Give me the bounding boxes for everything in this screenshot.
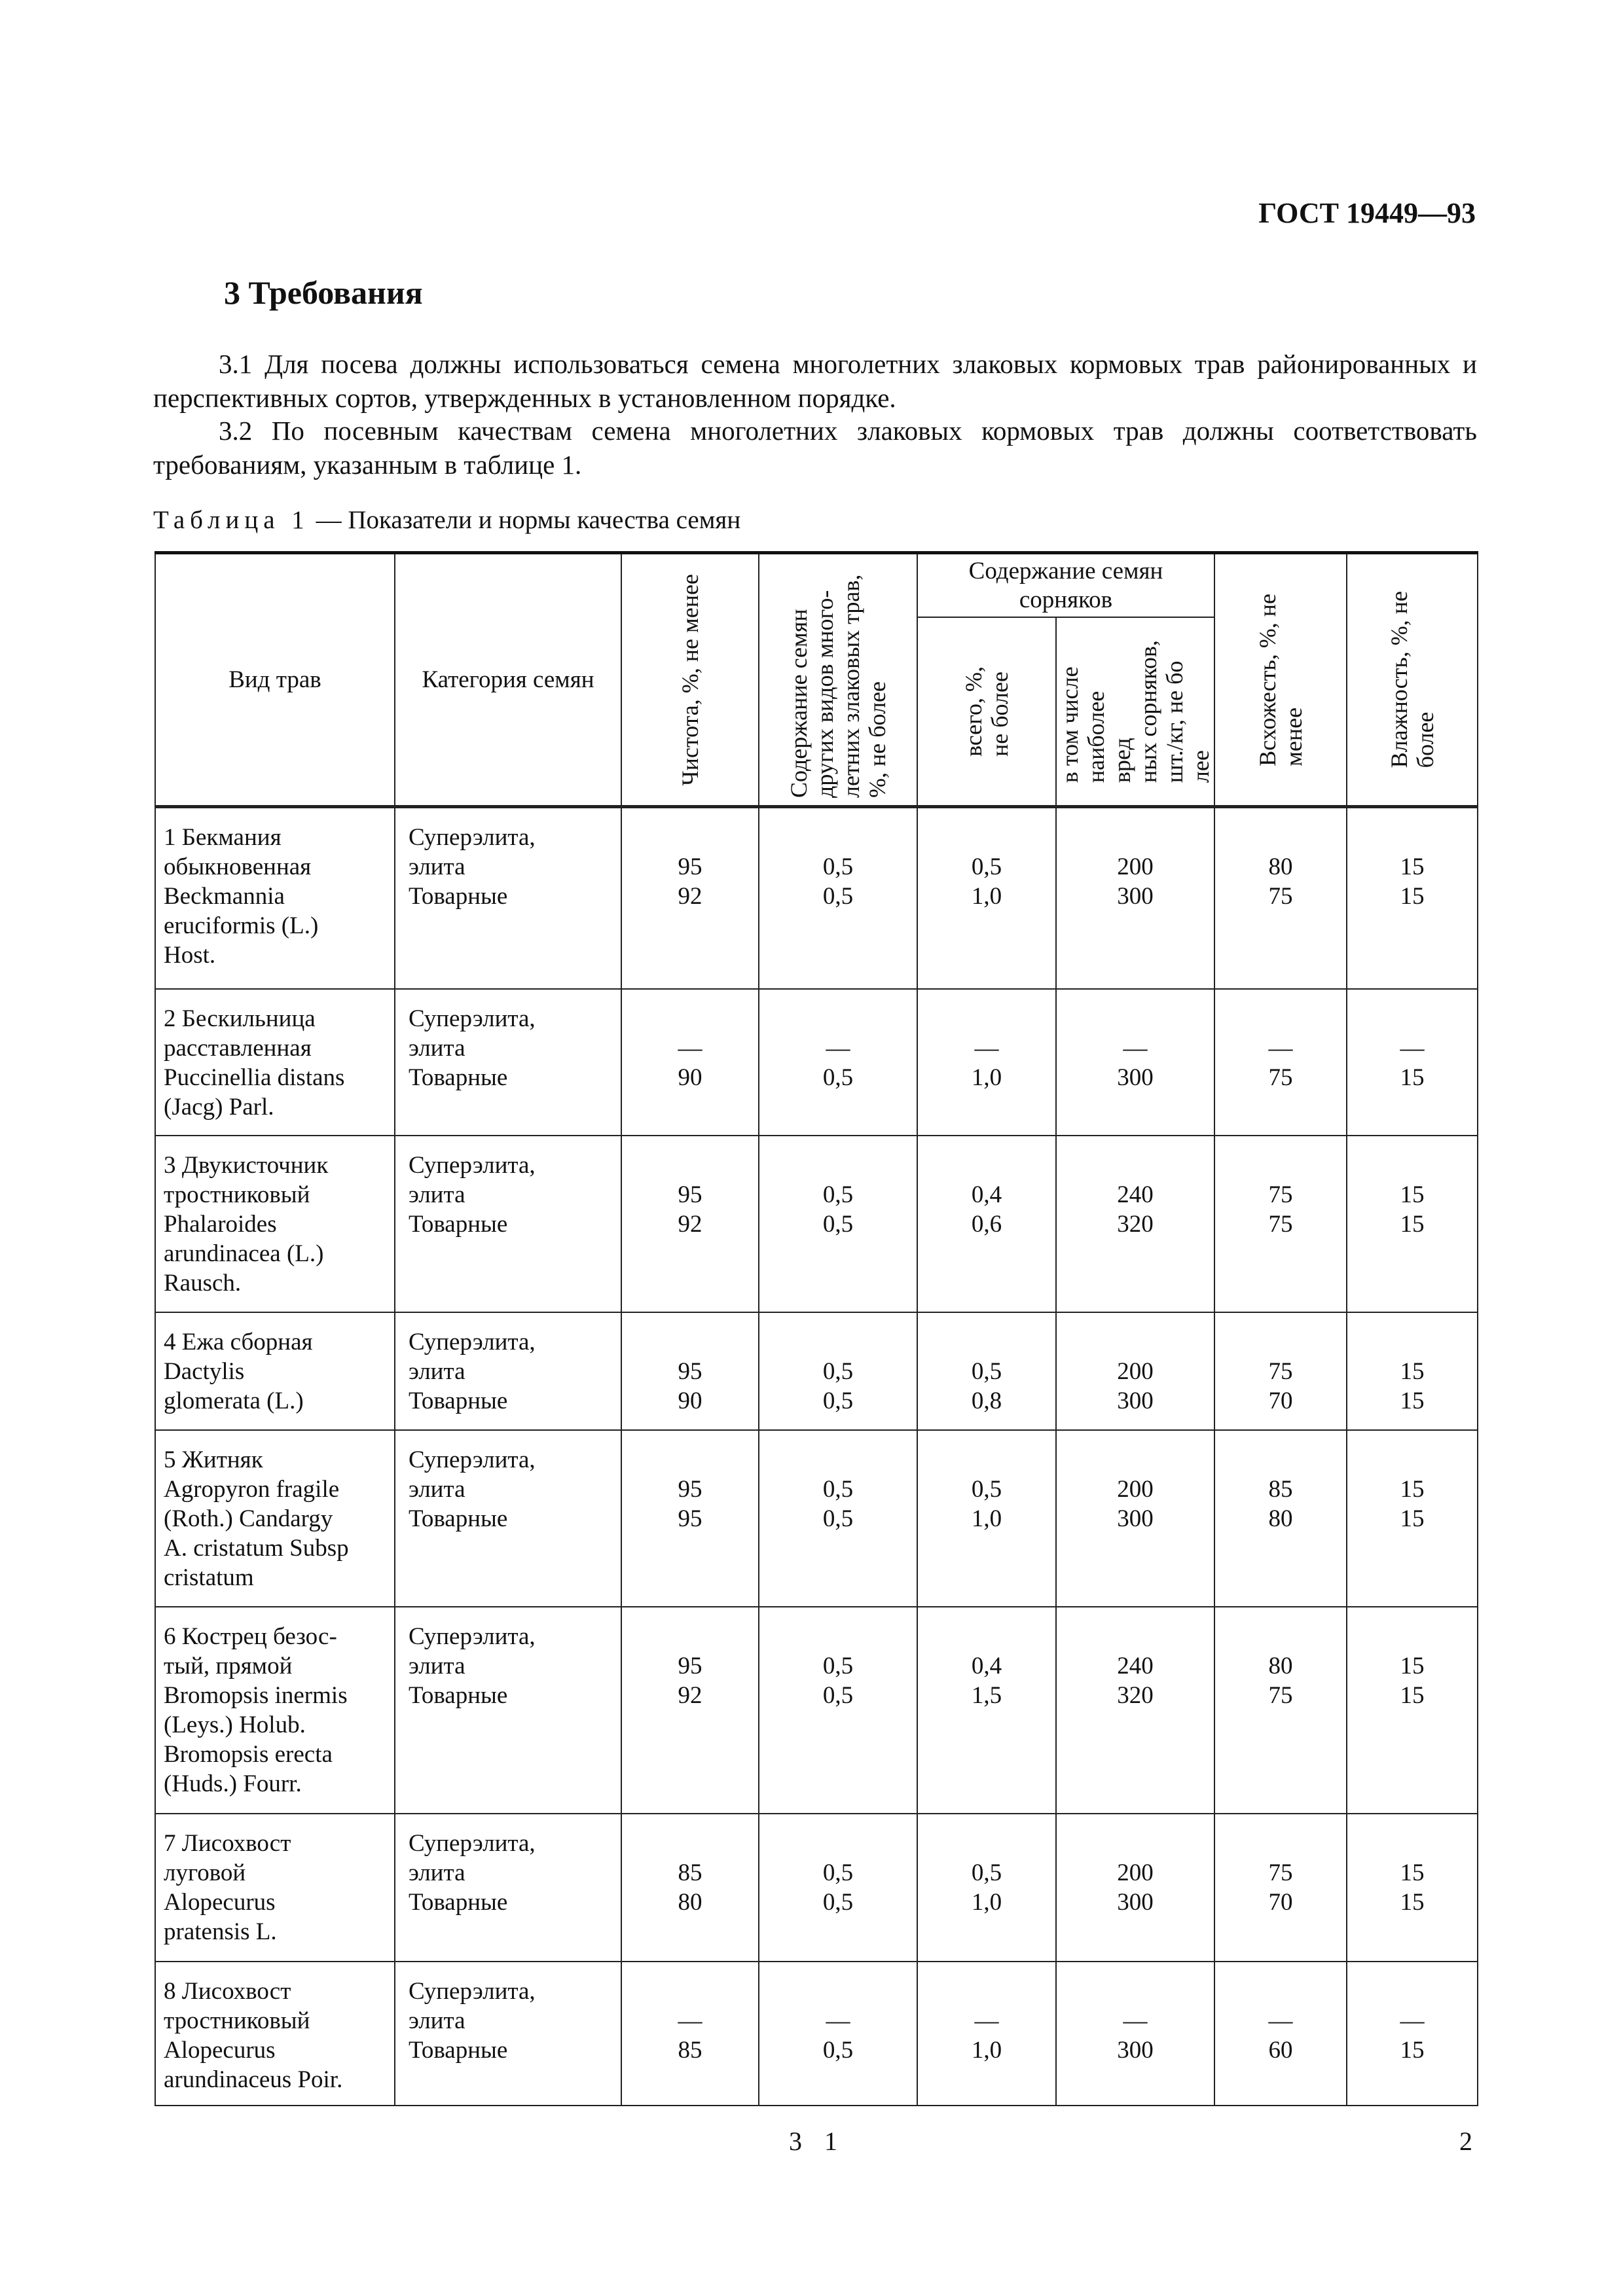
header-category: Категория семян (395, 553, 621, 807)
weeds-harmful-value: 200 (1117, 1357, 1154, 1385)
other-grass-cell (759, 1136, 917, 1312)
row-spacer (759, 1829, 917, 1858)
weeds-total-value: 1,0 (971, 2036, 1002, 2064)
category-cell-line: элита (409, 853, 465, 880)
weeds-total-value: 0,5 (971, 1475, 1002, 1503)
table-row (155, 1607, 1478, 1814)
purity-cell (621, 989, 759, 1136)
species-cell-line: 8 Лисохвост (164, 1977, 291, 2005)
other-grass-value: 0,5 (822, 1859, 854, 1886)
weeds-total-cell (917, 1136, 1056, 1312)
purity-value: 90 (678, 1387, 702, 1414)
row-spacer (1057, 1151, 1214, 1180)
weeds-total-value: 1,0 (971, 1888, 1002, 1916)
other-grass-value: 0,5 (822, 1387, 854, 1414)
weeds-harmful-value: — (1123, 2007, 1148, 2034)
category-cell (395, 1607, 621, 1814)
category-cell-line: Суперэлита, (409, 1151, 536, 1179)
species-cell-line: тростниковый (164, 2007, 310, 2034)
category-cell-line: Товарные (409, 1681, 508, 1709)
species-cell-line: расставленная (164, 1034, 312, 1062)
moisture-value: — (1400, 2007, 1425, 2034)
table-caption-label: Таблица 1 (153, 506, 310, 534)
weeds-total-value: 0,4 (971, 1652, 1002, 1679)
row-spacer (622, 1327, 758, 1357)
seed-quality-table (155, 551, 1478, 2106)
purity-cell (621, 1814, 759, 1962)
category-cell-line: Суперэлита, (409, 1829, 536, 1857)
paragraph-3-2: 3.2 По посевным качествам семена многолетних злаковых кормовых трав должны соответствовать требованиям, указанным в таблице 1. (153, 416, 1477, 480)
other-grass-cell (759, 807, 917, 989)
moisture-value: — (1400, 1034, 1425, 1062)
other-grass-cell (759, 1814, 917, 1962)
moisture-value: 15 (1400, 1505, 1425, 1532)
weeds-harmful-value: 240 (1117, 1181, 1154, 1208)
row-spacer (1347, 1445, 1477, 1475)
other-grass-value: 0,5 (822, 2036, 854, 2064)
purity-cell (621, 807, 759, 989)
weeds-total-cell (917, 989, 1056, 1136)
row-spacer (622, 823, 758, 852)
category-cell (395, 1136, 621, 1312)
moisture-cell (1347, 807, 1478, 989)
table-row (155, 1430, 1478, 1607)
weeds-total-cell (917, 807, 1056, 989)
purity-value: 95 (678, 1475, 702, 1503)
header-weeds-total: всего, %, не более (917, 617, 1056, 807)
purity-value: 92 (678, 1210, 702, 1238)
header-species: Вид трав (155, 553, 395, 807)
row-spacer (1057, 1829, 1214, 1858)
row-spacer (759, 1327, 917, 1357)
weeds-harmful-value: 240 (1117, 1652, 1154, 1679)
species-cell-line: тростниковый (164, 1181, 310, 1208)
moisture-cell (1347, 1607, 1478, 1814)
species-cell-line: eruciformis (L.) (164, 912, 319, 939)
category-cell-line: элита (409, 1034, 465, 1062)
other-grass-cell (759, 989, 917, 1136)
paragraph-3-1: 3.1 Для посева должны использоваться семена многолетних злаковых кормовых трав районированных и перспективных сортов, утвержденных в установленном порядке. (153, 349, 1477, 413)
moisture-value: 15 (1400, 1859, 1425, 1886)
weeds-total-value: — (974, 2007, 999, 2034)
table-row (155, 989, 1478, 1136)
purity-value: 92 (678, 883, 702, 910)
weeds-harmful-value: 300 (1117, 1888, 1154, 1916)
weeds-total-value: 0,6 (971, 1210, 1002, 1238)
germination-value: 75 (1268, 883, 1293, 910)
other-grass-value: 0,5 (822, 883, 854, 910)
weeds-harmful-value: 200 (1117, 1859, 1154, 1886)
weeds-total-value: 0,5 (971, 853, 1002, 880)
weeds-total-value: 1,0 (971, 1064, 1002, 1091)
other-grass-value: 0,5 (822, 1652, 854, 1679)
row-spacer (1057, 1004, 1214, 1033)
species-cell-line: 1 Бекмания (164, 824, 282, 851)
row-spacer (1215, 1445, 1346, 1475)
page-number: 2 (1459, 2126, 1472, 2156)
species-cell-line: луговой (164, 1859, 246, 1886)
purity-cell (621, 1607, 759, 1814)
other-grass-cell (759, 1430, 917, 1607)
species-cell-line: 2 Бескильница (164, 1005, 316, 1032)
purity-value: 80 (678, 1888, 702, 1916)
species-cell-line: arundinacea (L.) (164, 1240, 324, 1267)
other-grass-value: 0,5 (822, 1357, 854, 1385)
species-cell-line: (Jacg) Parl. (164, 1093, 274, 1121)
weeds-harmful-cell (1056, 1312, 1214, 1430)
other-grass-cell (759, 1312, 917, 1430)
purity-value: 90 (678, 1064, 702, 1091)
weeds-harmful-value: 320 (1117, 1210, 1154, 1238)
germination-cell (1214, 1814, 1347, 1962)
row-spacer (1057, 1445, 1214, 1475)
weeds-total-value: 1,5 (971, 1681, 1002, 1709)
category-cell (395, 807, 621, 989)
species-cell-line: Alopecurus (164, 2036, 276, 2064)
row-spacer (918, 1327, 1055, 1357)
moisture-value: 15 (1400, 853, 1425, 880)
other-grass-value: 0,5 (822, 1064, 854, 1091)
header-germination: Всхожесть, %, не менее (1214, 553, 1347, 807)
germination-value: 75 (1268, 1210, 1293, 1238)
row-spacer (1215, 823, 1346, 852)
germination-value: 80 (1268, 853, 1293, 880)
category-cell-line: Товарные (409, 883, 508, 910)
purity-cell (621, 1962, 759, 2106)
other-grass-value: — (826, 2007, 850, 2034)
species-cell-line: Phalaroides (164, 1210, 277, 1238)
germination-value: 70 (1268, 1888, 1293, 1916)
purity-cell (621, 1136, 759, 1312)
other-grass-value: 0,5 (822, 1210, 854, 1238)
weeds-harmful-cell (1056, 1430, 1214, 1607)
row-spacer (918, 823, 1055, 852)
moisture-value: 15 (1400, 1387, 1425, 1414)
weeds-total-cell (917, 1962, 1056, 2106)
species-cell-line: 6 Кострец безос- (164, 1623, 337, 1650)
category-cell-line: элита (409, 1859, 465, 1886)
category-cell-line: Суперэлита, (409, 1977, 536, 2005)
other-grass-cell (759, 1607, 917, 1814)
weeds-total-cell (917, 1607, 1056, 1814)
row-spacer (918, 1622, 1055, 1651)
row-spacer (1215, 1829, 1346, 1858)
species-cell (155, 989, 395, 1136)
species-cell-line: (Roth.) Candargy (164, 1505, 333, 1532)
germination-cell (1214, 1312, 1347, 1430)
moisture-value: 15 (1400, 1210, 1425, 1238)
weeds-total-value: 0,5 (971, 1859, 1002, 1886)
table-row (155, 1814, 1478, 1962)
header-other-grass: Содержание семян других видов многолетних злаковых трав, %, не более (759, 553, 917, 807)
germination-value: — (1268, 2007, 1293, 2034)
category-cell-line: Суперэлита, (409, 1005, 536, 1032)
other-grass-cell (759, 1962, 917, 2106)
row-spacer (622, 1004, 758, 1033)
germination-value: 80 (1268, 1505, 1293, 1532)
germination-value: 75 (1268, 1181, 1293, 1208)
moisture-cell (1347, 1312, 1478, 1430)
purity-value: 92 (678, 1681, 702, 1709)
row-spacer (1057, 1977, 1214, 2006)
weeds-total-cell (917, 1430, 1056, 1607)
weeds-total-value: 0,8 (971, 1387, 1002, 1414)
row-spacer (1347, 1327, 1477, 1357)
table-caption-text: — Показатели и нормы качества семян (309, 506, 741, 534)
row-spacer (759, 1004, 917, 1033)
purity-value: 85 (678, 2036, 702, 2064)
row-spacer (1215, 1977, 1346, 2006)
germination-cell (1214, 1607, 1347, 1814)
species-cell-line: (Huds.) Fourr. (164, 1770, 302, 1797)
germination-value: 75 (1268, 1064, 1293, 1091)
category-cell-line: элита (409, 1652, 465, 1679)
species-cell-line: Dactylis (164, 1357, 245, 1385)
moisture-value: 15 (1400, 1475, 1425, 1503)
other-grass-value: 0,5 (822, 1181, 854, 1208)
moisture-cell (1347, 1962, 1478, 2106)
species-cell (155, 1312, 395, 1430)
section-title: 3 Требования (224, 274, 423, 311)
table-caption (153, 505, 740, 535)
species-cell-line: glomerata (L.) (164, 1387, 304, 1414)
weeds-harmful-cell (1056, 807, 1214, 989)
species-cell (155, 1136, 395, 1312)
species-cell (155, 1430, 395, 1607)
weeds-harmful-value: — (1123, 1034, 1148, 1062)
moisture-value: 15 (1400, 1181, 1425, 1208)
other-grass-value: 0,5 (822, 1505, 854, 1532)
row-spacer (759, 1151, 917, 1180)
category-cell-line: Товарные (409, 1505, 508, 1532)
species-cell-line: 7 Лисохвост (164, 1829, 291, 1857)
row-spacer (759, 823, 917, 852)
row-spacer (759, 1622, 917, 1651)
row-spacer (1215, 1004, 1346, 1033)
weeds-harmful-value: 300 (1117, 1064, 1154, 1091)
purity-value: — (678, 1034, 702, 1062)
purity-value: 95 (678, 1652, 702, 1679)
row-spacer (622, 1151, 758, 1180)
species-cell-line: Puccinellia distans (164, 1064, 345, 1091)
table-row (155, 807, 1478, 989)
row-spacer (622, 1622, 758, 1651)
weeds-harmful-value: 300 (1117, 1387, 1154, 1414)
moisture-value: 15 (1400, 1064, 1425, 1091)
species-cell-line: Bromopsis erecta (164, 1740, 333, 1768)
germination-value: 75 (1268, 1859, 1293, 1886)
table-body (155, 807, 1478, 2106)
row-spacer (759, 1445, 917, 1475)
category-cell-line: Суперэлита, (409, 1623, 536, 1650)
moisture-value: 15 (1400, 1681, 1425, 1709)
weeds-harmful-value: 200 (1117, 1475, 1154, 1503)
weeds-harmful-value: 300 (1117, 2036, 1154, 2064)
category-cell (395, 989, 621, 1136)
purity-value: — (678, 2007, 702, 2034)
species-cell-line: 5 Житняк (164, 1446, 263, 1473)
species-cell (155, 807, 395, 989)
header-moisture: Влажность, %, не более (1347, 553, 1478, 807)
species-cell-line: Beckmannia (164, 883, 285, 910)
category-cell (395, 1312, 621, 1430)
moisture-value: 15 (1400, 1888, 1425, 1916)
category-cell-line: Товарные (409, 1210, 508, 1238)
weeds-total-value: 0,4 (971, 1181, 1002, 1208)
germination-value: 80 (1268, 1652, 1293, 1679)
weeds-harmful-cell (1056, 1607, 1214, 1814)
moisture-value: 15 (1400, 1357, 1425, 1385)
table-row (155, 1136, 1478, 1312)
row-spacer (918, 1445, 1055, 1475)
row-spacer (918, 1829, 1055, 1858)
category-cell (395, 1814, 621, 1962)
row-spacer (1215, 1327, 1346, 1357)
document-code: ГОСТ 19449—93 (1258, 197, 1476, 229)
row-spacer (1057, 1622, 1214, 1651)
category-cell-line: Суперэлита, (409, 1328, 536, 1355)
moisture-cell (1347, 1430, 1478, 1607)
weeds-total-cell (917, 1814, 1056, 1962)
category-cell-line: элита (409, 2007, 465, 2034)
row-spacer (1347, 1977, 1477, 2006)
species-cell-line: pratensis L. (164, 1918, 277, 1945)
moisture-value: 15 (1400, 883, 1425, 910)
row-spacer (1057, 1327, 1214, 1357)
species-cell-line: (Leys.) Holub. (164, 1711, 306, 1738)
germination-value: 75 (1268, 1357, 1293, 1385)
row-spacer (1057, 823, 1214, 852)
category-cell-line: элита (409, 1357, 465, 1385)
header-purity: Чистота, %, не менее (621, 553, 759, 807)
row-spacer (918, 1151, 1055, 1180)
purity-value: 85 (678, 1859, 702, 1886)
row-spacer (622, 1445, 758, 1475)
germination-cell (1214, 1136, 1347, 1312)
row-spacer (1347, 823, 1477, 852)
header-weeds-group: Содержание семян сорняков (917, 553, 1214, 618)
category-cell-line: Суперэлита, (409, 824, 536, 851)
category-cell-line: Товарные (409, 1888, 508, 1916)
germination-cell (1214, 807, 1347, 989)
row-spacer (1347, 1829, 1477, 1858)
purity-value: 95 (678, 853, 702, 880)
germination-value: 60 (1268, 2036, 1293, 2064)
purity-cell (621, 1312, 759, 1430)
row-spacer (918, 1004, 1055, 1033)
row-spacer (1215, 1151, 1346, 1180)
moisture-value: 15 (1400, 2036, 1425, 2064)
row-spacer (1347, 1151, 1477, 1180)
purity-value: 95 (678, 1181, 702, 1208)
germination-value: 85 (1268, 1475, 1293, 1503)
table-row (155, 1312, 1478, 1430)
row-spacer (1347, 1004, 1477, 1033)
species-cell-line: A. cristatum Subsp (164, 1534, 349, 1562)
row-spacer (1347, 1622, 1477, 1651)
species-cell-line: Host. (164, 942, 216, 969)
purity-value: 95 (678, 1505, 702, 1532)
species-cell (155, 1962, 395, 2106)
purity-cell (621, 1430, 759, 1607)
germination-cell (1214, 1430, 1347, 1607)
germination-cell (1214, 1962, 1347, 2106)
species-cell-line: arundinaceus Poir. (164, 2066, 343, 2093)
species-cell (155, 1607, 395, 1814)
species-cell-line: тый, прямой (164, 1652, 293, 1679)
weeds-harmful-value: 200 (1117, 853, 1154, 880)
germination-value: 75 (1268, 1681, 1293, 1709)
germination-value: — (1268, 1034, 1293, 1062)
table-header-row (155, 553, 1478, 618)
weeds-total-value: 1,0 (971, 1505, 1002, 1532)
row-spacer (759, 1977, 917, 2006)
weeds-total-cell (917, 1312, 1056, 1430)
other-grass-value: 0,5 (822, 1475, 854, 1503)
weeds-harmful-value: 300 (1117, 883, 1154, 910)
header-weeds-harmful: в том числе наиболее вред ных сорняков, шт./кг, не бо лее (1056, 617, 1214, 807)
category-cell-line: Товарные (409, 1387, 508, 1414)
moisture-cell (1347, 1136, 1478, 1312)
species-cell-line: Alopecurus (164, 1888, 276, 1916)
moisture-cell (1347, 989, 1478, 1136)
other-grass-value: — (826, 1034, 850, 1062)
weeds-total-value: — (974, 1034, 999, 1062)
species-cell-line: 3 Двукисточник (164, 1151, 329, 1179)
other-grass-value: 0,5 (822, 1681, 854, 1709)
other-grass-value: 0,5 (822, 1888, 854, 1916)
species-cell-line: обыкновенная (164, 853, 312, 880)
row-spacer (622, 1829, 758, 1858)
category-cell-line: элита (409, 1475, 465, 1503)
category-cell-line: элита (409, 1181, 465, 1208)
weeds-harmful-value: 320 (1117, 1681, 1154, 1709)
moisture-value: 15 (1400, 1652, 1425, 1679)
germination-value: 70 (1268, 1387, 1293, 1414)
weeds-total-value: 0,5 (971, 1357, 1002, 1385)
species-cell (155, 1814, 395, 1962)
weeds-harmful-cell (1056, 1814, 1214, 1962)
row-spacer (622, 1977, 758, 2006)
weeds-harmful-cell (1056, 1962, 1214, 2106)
row-spacer (1215, 1622, 1346, 1651)
row-spacer (918, 1977, 1055, 2006)
other-grass-value: 0,5 (822, 853, 854, 880)
species-cell-line: Bromopsis inermis (164, 1681, 348, 1709)
species-cell-line: cristatum (164, 1564, 254, 1591)
category-cell-line: Товарные (409, 1064, 508, 1091)
germination-cell (1214, 989, 1347, 1136)
moisture-cell (1347, 1814, 1478, 1962)
category-cell (395, 1962, 621, 2106)
weeds-harmful-value: 300 (1117, 1505, 1154, 1532)
table-row (155, 1962, 1478, 2106)
weeds-harmful-cell (1056, 989, 1214, 1136)
species-cell-line: Rausch. (164, 1269, 242, 1297)
category-cell-line: Товарные (409, 2036, 508, 2064)
weeds-harmful-cell (1056, 1136, 1214, 1312)
species-cell-line: Agropyron fragile (164, 1475, 340, 1503)
page-center-mark: 3 1 (789, 2126, 845, 2156)
category-cell (395, 1430, 621, 1607)
category-cell-line: Суперэлита, (409, 1446, 536, 1473)
purity-value: 95 (678, 1357, 702, 1385)
species-cell-line: 4 Ежа сборная (164, 1328, 313, 1355)
weeds-total-value: 1,0 (971, 883, 1002, 910)
